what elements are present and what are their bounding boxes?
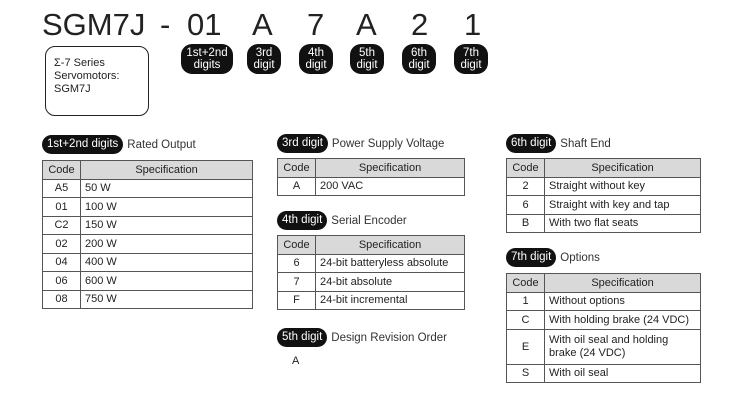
table-header-row [278, 236, 465, 255]
table-row [278, 273, 465, 292]
model-dash: - [160, 7, 171, 42]
rated-output-header [42, 135, 196, 154]
spec-cell: With two flat seats [545, 214, 701, 233]
options-pill: 7th digit [506, 248, 556, 267]
options-header [506, 248, 600, 267]
serial-encoder-table [277, 235, 465, 310]
design-revision-value: A [292, 355, 300, 367]
table-row [43, 216, 253, 235]
table-header-row [507, 274, 701, 293]
spec-cell: 400 W [81, 253, 253, 272]
code-cell: 01 [43, 198, 81, 217]
spec-cell: Straight with key and tap [545, 196, 701, 215]
code-cell: S [507, 364, 545, 383]
table-row [43, 272, 253, 291]
model-number [0, 8, 750, 42]
code-cell: 2 [507, 177, 545, 196]
spec-cell: 200 VAC [316, 177, 465, 196]
table-row [507, 364, 701, 383]
column-header-code: Code [278, 236, 316, 255]
code-cell: 6 [507, 196, 545, 215]
shaft-end-table [506, 158, 701, 233]
model-digit-6: 2 [411, 7, 429, 42]
table-header-row [507, 159, 701, 178]
spec-cell: 24-bit incremental [316, 291, 465, 310]
spec-cell: Without options [545, 292, 701, 311]
spec-cell: 200 W [81, 235, 253, 254]
spec-cell: 750 W [81, 290, 253, 309]
code-cell: 7 [278, 273, 316, 292]
design-revision-title: Design Revision Order [331, 331, 447, 344]
spec-cell: 24-bit absolute [316, 273, 465, 292]
shaft-end-title: Shaft End [560, 137, 611, 150]
digit-label-4: 4th digit [299, 44, 333, 74]
code-cell: A5 [43, 179, 81, 198]
table-row [507, 311, 701, 330]
table-row [278, 177, 465, 196]
model-base: SGM7J [42, 7, 146, 42]
code-cell: 02 [43, 235, 81, 254]
column-header-code: Code [278, 159, 316, 178]
table-row [507, 196, 701, 215]
table-row [43, 198, 253, 217]
model-digit-4: 7 [307, 7, 325, 42]
code-cell: B [507, 214, 545, 233]
code-cell: A [278, 177, 316, 196]
code-cell: 06 [43, 272, 81, 291]
design-revision-header [277, 328, 447, 347]
rated-output-table [42, 160, 253, 309]
column-header-spec: Specification [545, 159, 701, 178]
table-row [507, 329, 701, 364]
shaft-end-header [506, 134, 611, 153]
spec-cell: Straight without key [545, 177, 701, 196]
power-supply-pill: 3rd digit [277, 134, 328, 153]
spec-cell: 24-bit batteryless absolute [316, 254, 465, 273]
table-header-row [43, 161, 253, 180]
series-box: Σ-7 Series Servomotors: SGM7J [45, 46, 149, 116]
shaft-end-pill: 6th digit [506, 134, 556, 153]
column-header-code: Code [507, 274, 545, 293]
column-header-code: Code [507, 159, 545, 178]
spec-cell: With oil seal [545, 364, 701, 383]
digit-label-5: 5th digit [350, 44, 384, 74]
model-digit-1-2: 01 [187, 7, 222, 42]
options-table [506, 273, 701, 383]
code-cell: E [507, 329, 545, 364]
digit-label-7: 7th digit [454, 44, 488, 74]
code-cell: F [278, 291, 316, 310]
code-cell: 1 [507, 292, 545, 311]
spec-cell: 100 W [81, 198, 253, 217]
code-cell: 08 [43, 290, 81, 309]
power-supply-header [277, 134, 444, 153]
code-cell: C2 [43, 216, 81, 235]
code-cell: C [507, 311, 545, 330]
table-header-row [278, 159, 465, 178]
digit-label-6: 6th digit [402, 44, 436, 74]
table-row [507, 177, 701, 196]
model-digit-7: 1 [464, 7, 482, 42]
digit-label-3: 3rd digit [247, 44, 281, 74]
model-digit-3: A [252, 7, 273, 42]
power-supply-title: Power Supply Voltage [331, 137, 445, 150]
spec-cell: 150 W [81, 216, 253, 235]
column-header-code: Code [43, 161, 81, 180]
table-row [507, 292, 701, 311]
rated-output-pill: 1st+2nd digits [42, 135, 123, 154]
spec-cell: 600 W [81, 272, 253, 291]
column-header-spec: Specification [81, 161, 253, 180]
spec-cell: With holding brake (24 VDC) [545, 311, 701, 330]
options-title: Options [560, 251, 600, 264]
model-digit-5: A [356, 7, 377, 42]
table-row [278, 254, 465, 273]
spec-cell: With oil seal and holding brake (24 VDC) [545, 329, 701, 364]
column-header-spec: Specification [316, 236, 465, 255]
table-row [43, 290, 253, 309]
serial-encoder-title: Serial Encoder [331, 214, 407, 227]
serial-encoder-pill: 4th digit [277, 211, 327, 230]
table-row [43, 253, 253, 272]
table-row [507, 214, 701, 233]
design-revision-pill: 5th digit [277, 328, 327, 347]
code-cell: 6 [278, 254, 316, 273]
spec-cell: 50 W [81, 179, 253, 198]
digit-label-1-2: 1st+2nd digits [181, 44, 233, 74]
column-header-spec: Specification [316, 159, 465, 178]
serial-encoder-header [277, 211, 407, 230]
table-row [43, 235, 253, 254]
table-row [278, 291, 465, 310]
column-header-spec: Specification [545, 274, 701, 293]
code-cell: 04 [43, 253, 81, 272]
rated-output-title: Rated Output [127, 138, 196, 151]
power-supply-table [277, 158, 465, 196]
table-row [43, 179, 253, 198]
